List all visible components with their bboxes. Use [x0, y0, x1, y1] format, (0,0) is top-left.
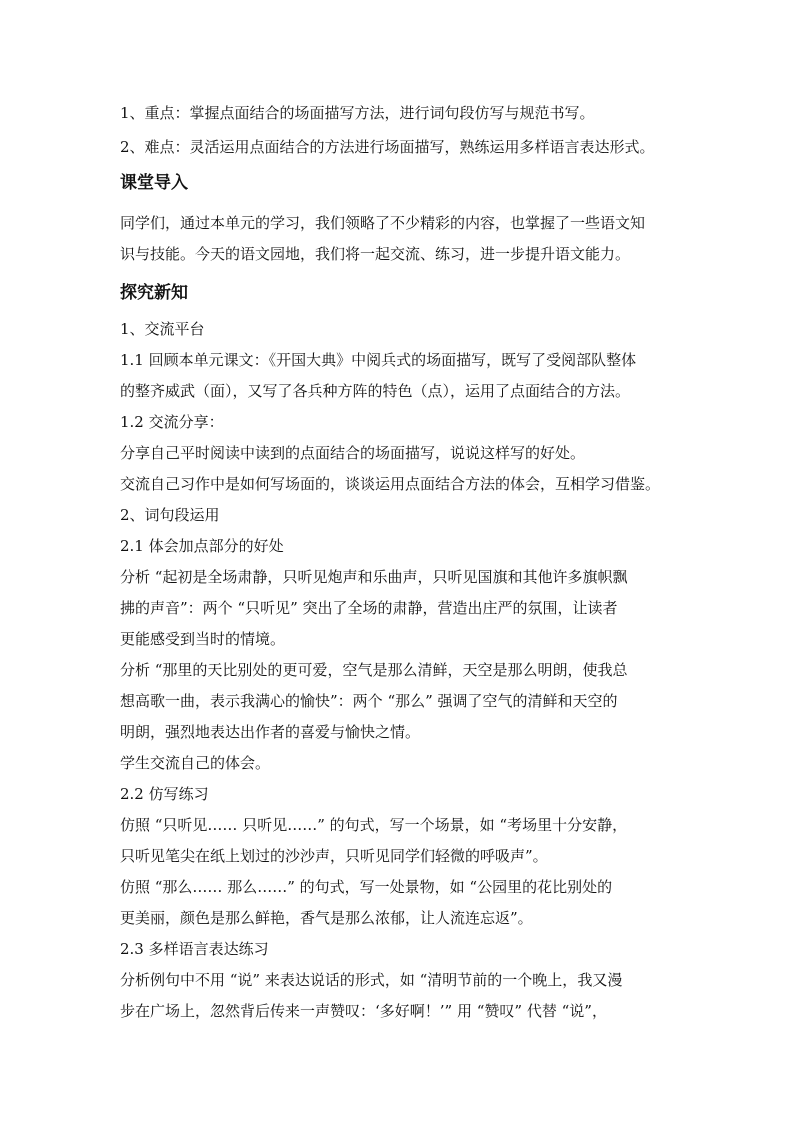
body-line: 更能感受到当时的情境。 [120, 630, 286, 648]
body-line: 仿照 “那么…… 那么……” 的句式，写一处景物，如 “公园里的花比别处的 [120, 878, 613, 896]
body-line: 步在广场上，忽然背后传来一声赞叹：‘多好啊！’” 用 “赞叹” 代替 “说”， [120, 1002, 607, 1020]
subheading-usage: 2、词句段运用 [120, 506, 220, 524]
body-line: 想高歌一曲，表示我满心的愉快”：两个 “那么” 强调了空气的清鲜和天空的 [120, 692, 618, 710]
body-line: 拂的声音”：两个 “只听见” 突出了全场的肃静，营造出庄严的氛围，让读者 [120, 599, 618, 617]
subheading-exchange: 1、交流平台 [120, 320, 205, 338]
document-page [120, 100, 680, 1027]
body-line: 只听见笔尖在纸上划过的沙沙声，只听见同学们轻微的呼吸声”。 [120, 847, 548, 865]
body-line: 分析 “那里的天比别处的更可爱，空气是那么清鲜，天空是那么明朗，使我总 [120, 661, 628, 679]
key-point-2: 2、难点：灵活运用点面结合的方法进行场面描写，熟练运用多样语言表达形式。 [120, 138, 655, 156]
body-line: 交流自己习作中是如何写场面的，谈谈运用点面结合方法的体会，互相学习借鉴。 [120, 475, 661, 493]
explore-body [120, 314, 680, 1027]
body-line: 分析 “起初是全场肃静，只听见炮声和乐曲声，只听见国旗和其他许多旗帜飘 [120, 568, 628, 586]
body-line: 的整齐威武（面），又写了各兵种方阵的特色（点），运用了点面结合的方法。 [120, 382, 631, 400]
body-line: 仿照 “只听见…… 只听见……” 的句式，写一个场景，如 “考场里十分安静， [120, 816, 628, 834]
subheading-2-3: 2.3 多样语言表达练习 [120, 940, 269, 958]
intro-line: 识与技能。今天的语文园地，我们将一起交流、练习，进一步提升语文能力。 [120, 245, 631, 263]
body-line: 1.1 回顾本单元课文：《开国大典》中阅兵式的场面描写，既写了受阅部队整体 [120, 351, 637, 369]
section-heading-intro: 课堂导入 [120, 173, 188, 193]
body-line: 分析例句中不用 “说” 来表达说话的形式，如 “清明节前的一个晚上，我又漫 [120, 971, 623, 989]
body-line: 分享自己平时阅读中读到的点面结合的场面描写，说说这样写的好处。 [120, 444, 586, 462]
key-point-1: 1、重点：掌握点面结合的场面描写方法，进行词句段仿写与规范书写。 [120, 104, 595, 122]
body-line: 明朗，强烈地表达出作者的喜爱与愉快之情。 [120, 723, 421, 741]
intro-paragraph [120, 208, 680, 270]
subheading-2-2: 2.2 仿写练习 [120, 785, 209, 803]
body-line: 学生交流自己的体会。 [120, 754, 271, 772]
body-line: 更美丽，颜色是那么鲜艳，香气是那么浓郁，让人流连忘返”。 [120, 909, 533, 927]
subheading-2-1: 2.1 体会加点部分的好处 [120, 537, 284, 555]
intro-line: 同学们，通过本单元的学习，我们领略了不少精彩的内容，也掌握了一些语文知 [120, 214, 646, 232]
subheading-share: 1.2 交流分享： [120, 413, 224, 431]
section-heading-explore: 探究新知 [120, 283, 188, 303]
